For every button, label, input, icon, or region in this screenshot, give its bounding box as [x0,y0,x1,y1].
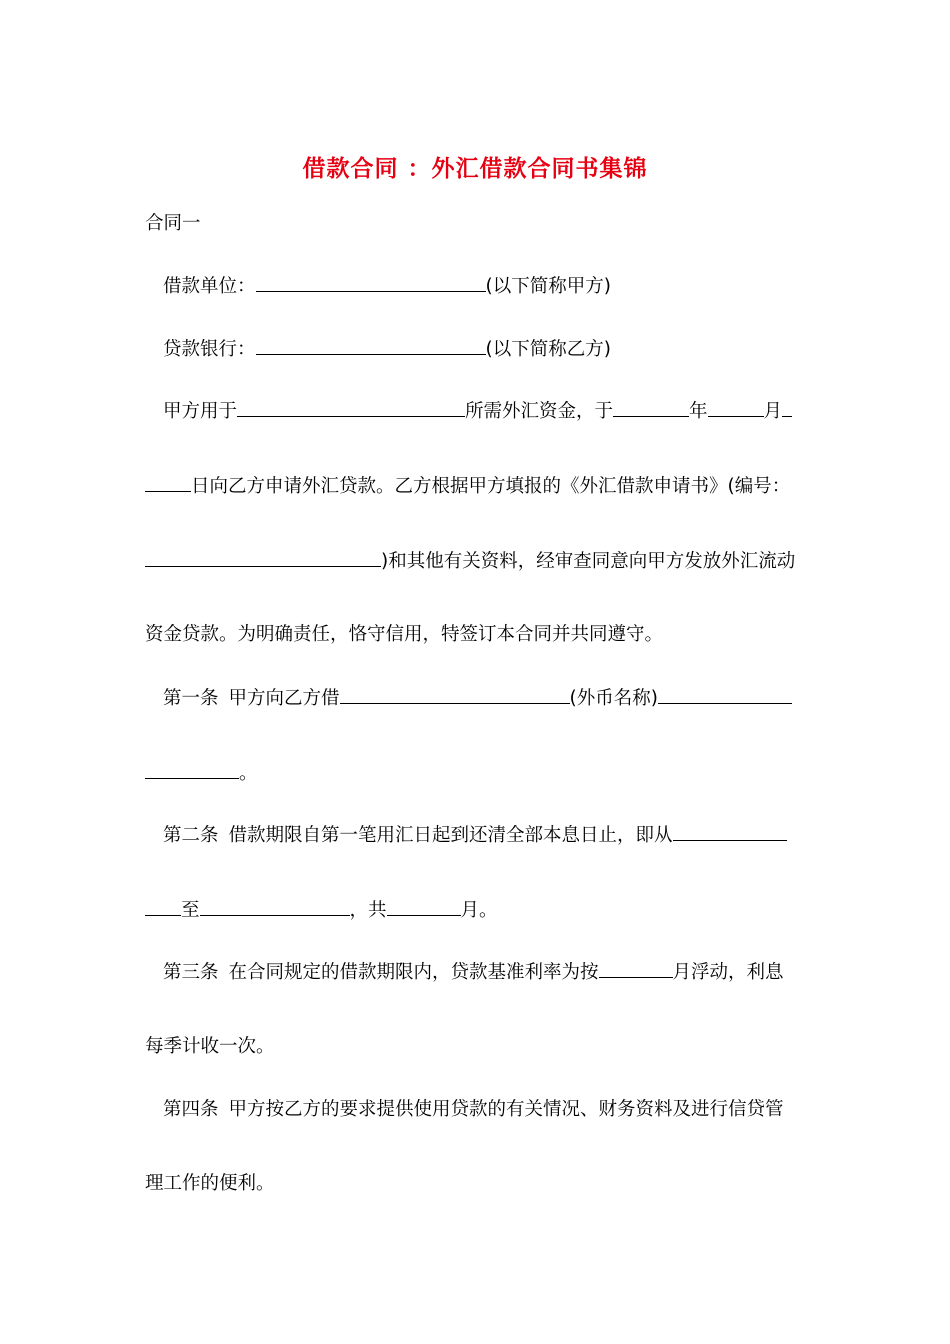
article1-line2 [145,760,805,787]
article4-line1 [163,1097,805,1123]
end-date-blank[interactable] [200,897,350,916]
para1-line3 [145,548,805,575]
para1-month-label: 月 [763,401,783,422]
borrower-suffix: (以下简称甲方) [485,276,611,297]
article1-end: 。 [239,763,258,784]
borrower-blank[interactable] [256,273,486,292]
start-date-blank[interactable] [673,822,787,841]
article2-text-b: 至 [181,900,200,921]
article2-line1 [163,822,805,849]
article4-line2: 理工作的便利。 [145,1173,275,1194]
start-date-tail-blank[interactable] [145,897,181,916]
borrower-label: 借款单位： [163,276,256,297]
article2-line2 [145,897,805,924]
bank-line [163,336,805,363]
bank-label: 贷款银行： [163,339,256,360]
bank-blank[interactable] [256,336,486,355]
currency-blank[interactable] [658,685,792,704]
article2-text-c: ，共 [349,900,387,921]
para1-line4: 资金贷款。为明确责任，恪守信用，特签订本合同并共同遵守。 [145,624,664,645]
document-title: 借款合同 ：外汇借款合同书集锦 [302,156,648,182]
para1-text-f: )和其他有关资料，经审查同意向甲方发放外汇流动 [381,551,796,572]
article3-text-a: 在合同规定的借款期限内，贷款基准利率为按 [228,962,599,983]
para1-line1 [163,398,805,425]
article3-text-b: 月浮动，利息 [672,962,784,983]
article2-text-a: 借款期限自第一笔用汇日起到还清全部本息日止，即从 [228,825,673,846]
article3-line1 [163,959,805,986]
article1-number: 第一条 [163,688,219,709]
borrower-line [163,273,805,300]
para1-text-a: 甲方用于 [163,401,238,422]
para1-text-e: 日向乙方申请外汇贷款。乙方根据甲方填报的《外汇借款申请书》(编号： [191,476,791,497]
day-blank[interactable] [145,473,191,492]
para1-text-b: 所需外汇资金，于 [465,401,614,422]
rate-period-blank[interactable] [599,959,673,978]
article2-text-d: 月。 [460,900,498,921]
article1-text-a: 甲方向乙方借 [228,688,340,709]
article2-number: 第二条 [163,825,219,846]
article3-number: 第三条 [163,962,219,983]
article3-line2: 每季计收一次。 [145,1036,275,1057]
purpose-blank[interactable] [237,398,465,417]
article1-text-b: (外币名称) [569,688,658,709]
month-blank[interactable] [708,398,764,417]
para1-line2 [145,473,805,500]
section-heading: 合同一 [145,213,201,234]
application-number-blank[interactable] [145,548,381,567]
currency-tail-blank[interactable] [145,760,239,779]
month-tail-blank[interactable] [782,398,792,417]
para1-year-label: 年 [689,401,708,422]
article4-number: 第四条 [163,1099,219,1120]
term-months-blank[interactable] [387,897,461,916]
loan-amount-blank[interactable] [340,685,570,704]
bank-suffix: (以下简称乙方) [485,339,611,360]
article1-line1 [163,685,805,712]
article4-text-a: 甲方按乙方的要求提供使用贷款的有关情况、财务资料及进行信贷管 [228,1099,784,1120]
year-blank[interactable] [613,398,689,417]
